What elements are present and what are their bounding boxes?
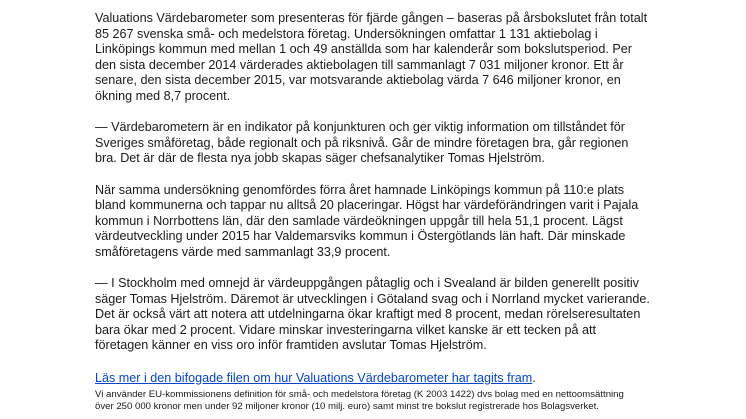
- text-line: bra. Det är där de flesta nya jobb skapas säger chefsanalytiker Tomas Hjelström.: [95, 151, 545, 166]
- text-line: — I Stockholm med omnejd är värdeuppgången påtaglig och i Svealand är bilden generellt positiv: [95, 276, 639, 291]
- read-more-row: [95, 370, 695, 387]
- document-body: [95, 11, 695, 412]
- paragraph-intro: [95, 11, 695, 105]
- footnote-line: över 250 000 kronor men under 92 miljoner kronor (10 milj. euro) samt minst tre bokslut registrerade hos Bolagsverket.: [95, 400, 599, 412]
- footnote: [95, 389, 695, 412]
- read-more-link[interactable]: Läs mer i den bifogade filen om hur Valuations Värdebarometer har tagits fram: [95, 370, 533, 385]
- text-line: — Värdebarometern är en indikator på konjunkturen och ger viktig information om tillståndet för: [95, 120, 625, 135]
- text-line: företagen känner en viss oro inför framtiden avslutar Tomas Hjelström.: [95, 338, 487, 353]
- text-line: 85 267 svenska små- och medelstora företag. Undersökningen omfattar 1 131 aktiebolag i: [95, 26, 598, 41]
- link-trailing-period: .: [532, 370, 536, 385]
- text-line: kommun i Norrbottens län, där den samlade värdeökningen uppgår till hela 51,1 procent. Lägst: [95, 213, 623, 228]
- text-line: Valuations Värdebarometer som presenteras för fjärde gången – baseras på årsbokslutet från totalt: [95, 11, 648, 25]
- text-line: senare, den sista december 2015, var motsvarande aktiebolag värda 7 646 miljoner kronor, en: [95, 73, 621, 88]
- text-line: den sista december 2014 värderades aktiebolagen till sammanlagt 7 031 miljoner kronor. Ett år: [95, 57, 624, 72]
- footnote-line: Vi använder EU-kommissionens definition för små- och medelstora företag (K 2003 1422) dvs bolag med en nettoomsättning: [95, 389, 624, 401]
- text-line: Det är också värt att notera att utdelningarna ökar kraftigt med 8 procent, medan rörelseresultaten: [95, 307, 641, 322]
- text-line: bland kommunerna och tappar nu alltså 20 placeringar. Högst har värdeförändringen varit i Pajala: [95, 198, 639, 213]
- paragraph-quote-indicator: [95, 120, 695, 167]
- text-line: småföretagens värde med sammanlagt 33,9 procent.: [95, 244, 391, 259]
- paragraph-quote-stockholm: [95, 276, 695, 354]
- paragraph-ranking: [95, 183, 695, 261]
- text-line: Linköpings kommun med mellan 1 och 49 anställda som har kalenderår som bokslutsperiod. Per: [95, 42, 632, 57]
- text-line: ökning med 8,7 procent.: [95, 88, 231, 103]
- text-line: värdeutveckling under 2015 har Valdemarsviks kommun i Östergötlands län haft. Där minskade: [95, 229, 626, 244]
- text-line: Sveriges småföretag, både regionalt och på riksnivå. Går de mindre företagen bra, går regionen: [95, 135, 629, 150]
- text-line: När samma undersökning genomfördes förra året hamnade Linköpings kommun på 110:e plats: [95, 182, 624, 197]
- text-line: säger Tomas Hjelström. Däremot är utvecklingen i Götaland svag och i Norrland mycket varierande.: [95, 291, 650, 306]
- text-line: bara ökar med 2 procent. Vidare minskar investeringarna vilket kanske är ett tecken på att: [95, 322, 596, 337]
